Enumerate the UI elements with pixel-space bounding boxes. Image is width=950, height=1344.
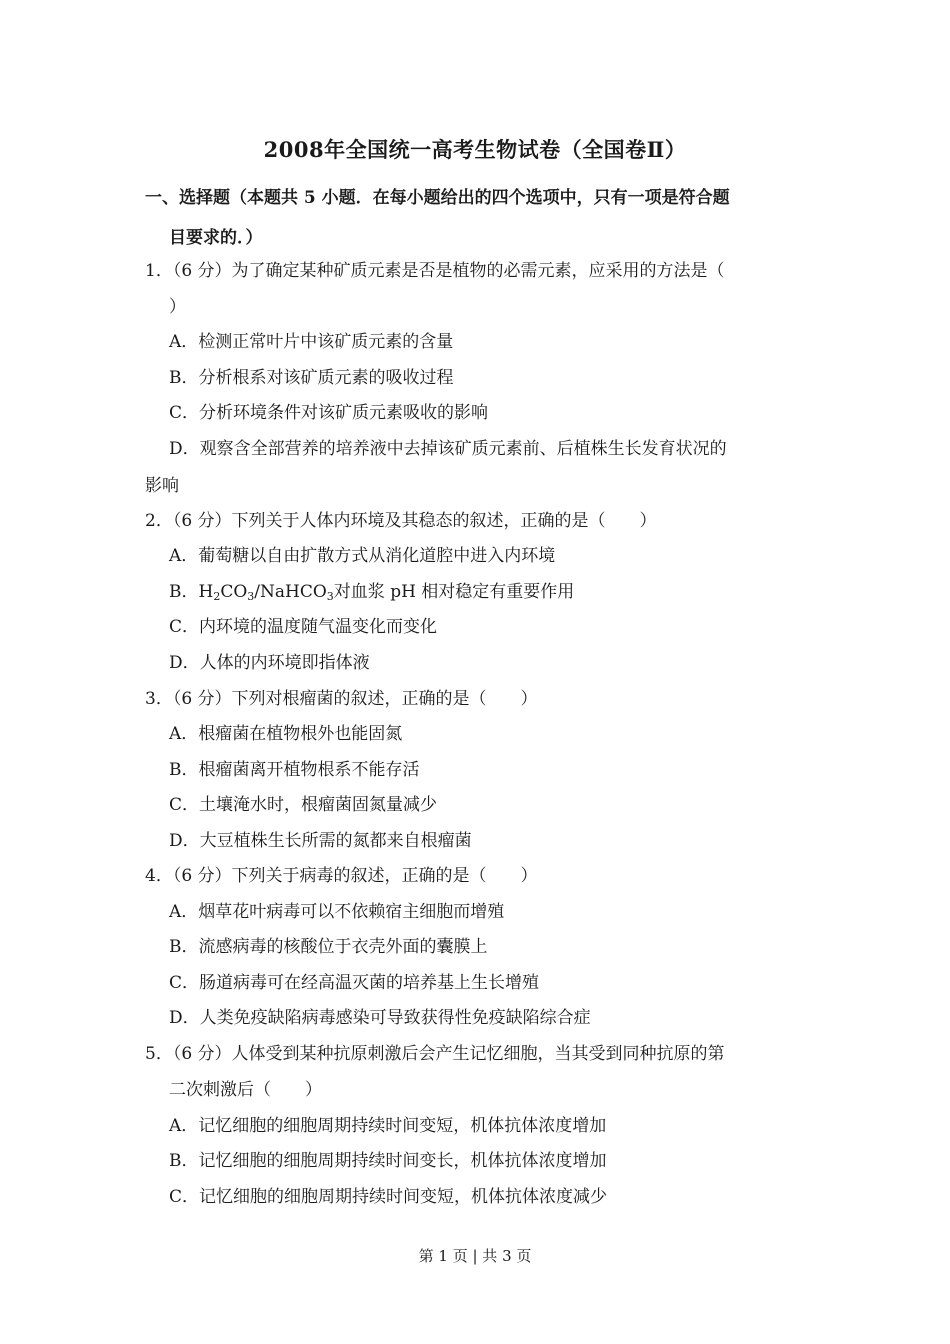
q1-option-b: B．分析根系对该矿质元素的吸收过程 (169, 368, 454, 388)
q4-option-c: C．肠道病毒可在经高温灭菌的培养基上生长增殖 (169, 973, 540, 993)
page-footer: 第 1 页 | 共 3 页 (418, 1247, 532, 1265)
q5-option-b: B．记忆细胞的细胞周期持续时间变长，机体抗体浓度增加 (169, 1151, 607, 1171)
section-heading-line2: 目要求的．） (169, 228, 263, 248)
q2-option-a: A．葡萄糖以自由扩散方式从消化道腔中进入内环境 (169, 546, 556, 566)
q2-option-b (169, 581, 574, 608)
q4-option-b: B．流感病毒的核酸位于衣壳外面的囊膜上 (169, 937, 488, 957)
q5-option-c: C．记忆细胞的细胞周期持续时间变短，机体抗体浓度减少 (169, 1187, 608, 1207)
q1-option-d-line1: D．观察含全部营养的培养液中去掉该矿质元素前、后植株生长发育状况的 (169, 439, 727, 459)
q3-stem: 3．（6 分）下列对根瘤菌的叙述，正确的是（ ） (145, 689, 538, 709)
q3-option-b: B．根瘤菌离开植物根系不能存活 (169, 760, 420, 780)
q1-stem-line2: ） (169, 297, 186, 317)
q5-stem-line2: 二次刺激后（ ） (169, 1080, 322, 1100)
q2-option-b-prefix: B．H (169, 582, 214, 602)
subscript-3: 3 (247, 590, 255, 603)
q3-option-c: C．土壤淹水时，根瘤菌固氮量减少 (169, 795, 438, 815)
subscript-2: 2 (213, 590, 221, 603)
q2-option-c: C．内环境的温度随气温变化而变化 (169, 617, 438, 637)
q3-option-d: D．大豆植株生长所需的氮都来自根瘤菌 (169, 831, 472, 851)
subscript-3b: 3 (326, 590, 334, 603)
section-heading-line1: 一、选择题（本题共 5 小题．在每小题给出的四个选项中，只有一项是符合题 (145, 188, 730, 208)
q4-option-a: A．烟草花叶病毒可以不依赖宿主细胞而增殖 (169, 902, 505, 922)
q2-stem: 2．（6 分）下列关于人体内环境及其稳态的叙述，正确的是（ ） (145, 511, 657, 531)
q1-option-c: C．分析环境条件对该矿质元素吸收的影响 (169, 403, 489, 423)
q3-option-a: A．根瘤菌在植物根外也能固氮 (169, 724, 403, 744)
q5-stem-line1: 5．（6 分）人体受到某种抗原刺激后会产生记忆细胞，当其受到同种抗原的第 (145, 1044, 725, 1064)
q5-option-a: A．记忆细胞的细胞周期持续时间变短，机体抗体浓度增加 (169, 1116, 607, 1136)
q4-option-d: D．人类免疫缺陷病毒感染可导致获得性免疫缺陷综合症 (169, 1008, 591, 1028)
q2-option-b-nahco: /NaHCO (254, 582, 327, 602)
q1-stem-line1: 1．（6 分）为了确定某种矿质元素是否是植物的必需元素，应采用的方法是（ (145, 261, 725, 281)
q2-option-b-suffix: 对血浆 pH 相对稳定有重要作用 (333, 582, 575, 602)
q4-stem: 4．（6 分）下列关于病毒的叙述，正确的是（ ） (145, 866, 538, 886)
q1-option-a: A．检测正常叶片中该矿质元素的含量 (169, 332, 454, 352)
q1-option-d-line2: 影响 (145, 476, 179, 496)
q2-option-b-co: CO (220, 582, 248, 602)
q2-option-d: D．人体的内环境即指体液 (169, 653, 370, 673)
page-title: 2008年全国统一高考生物试卷（全国卷Ⅱ） (263, 137, 687, 162)
